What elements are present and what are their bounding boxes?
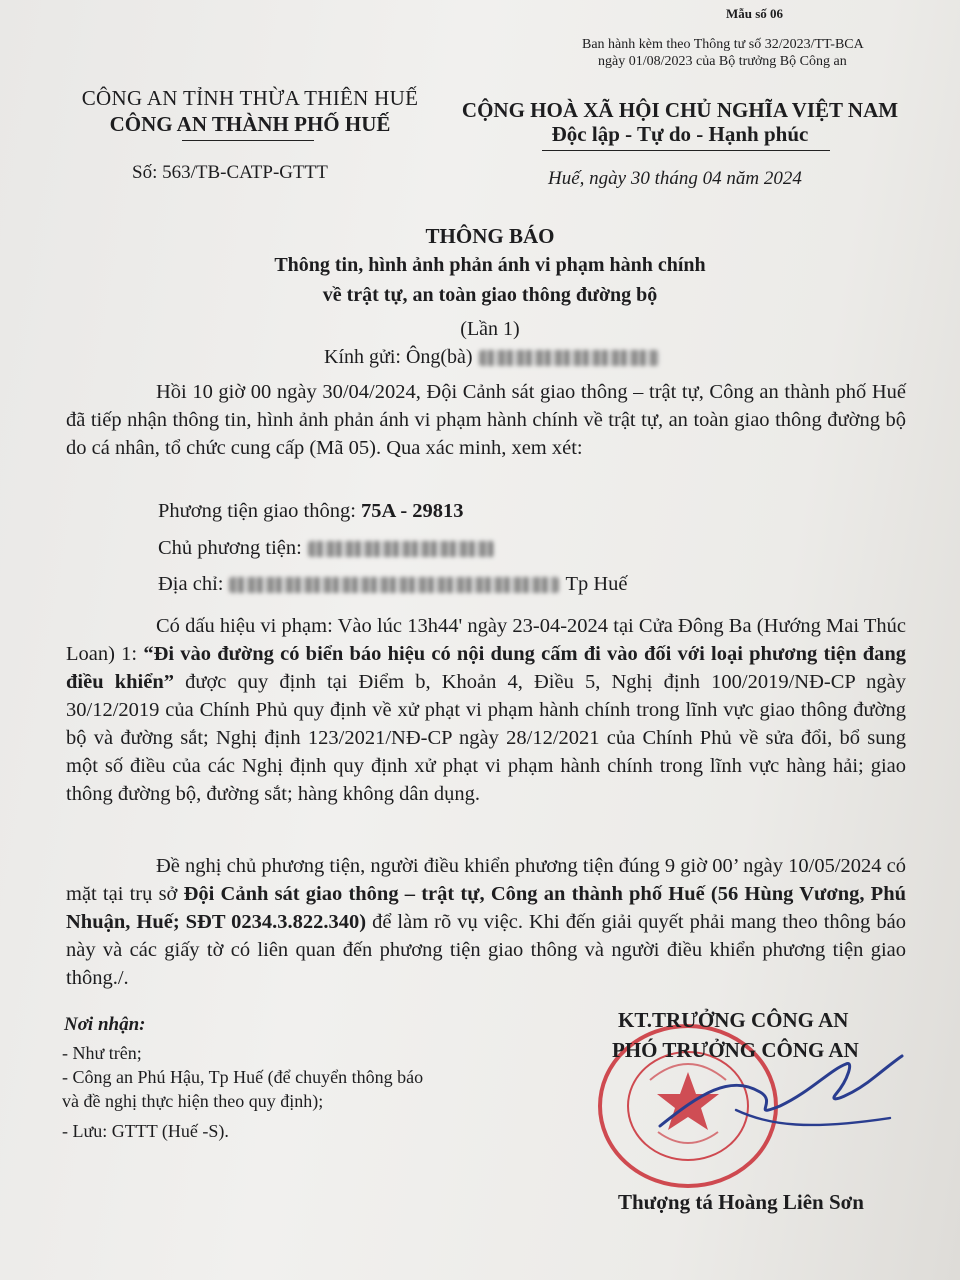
document-number: Số: 563/TB-CATP-GTTT [132,162,328,183]
notice-round: (Lần 1) [460,318,520,340]
form-number: Mẫu số 06 [726,6,784,21]
document-title: THÔNG BÁO [425,224,555,248]
paragraph-request [66,852,906,992]
paragraph-intro: Hồi 10 giờ 00 ngày 30/04/2024, Đội Cảnh sát giao thông – trật tự, Công an thành phố Huế đã tiếp nhận thông tin, hình ảnh phản ánh vi phạm hành chính về trật tự, an toàn giao thông đường bộ do cá nhân, tổ chức cung cấp (Mã 05). Qua xác minh, xem xét: [66,381,906,459]
vehicle-plate: 75A - 29813 [361,500,464,522]
owner-label: Chủ phương tiện: [158,537,302,559]
agency-underline [182,140,314,141]
vehicle-label: Phương tiện giao thông: [158,500,356,522]
signature-title-2: PHÓ TRƯỞNG CÔNG AN [612,1038,859,1062]
document-date: Huế, ngày 30 tháng 04 năm 2024 [548,168,802,189]
address-city: Tp Huế [565,573,628,595]
signature-title-1: KT.TRƯỞNG CÔNG AN [618,1008,849,1032]
recipient-label: Kính gửi: Ông(bà) [324,346,473,368]
document-subtitle-1: Thông tin, hình ảnh phản ánh vi phạm hành chính [274,254,706,276]
redacted-address [229,577,559,593]
field-address [158,573,628,596]
national-title: CỘNG HOÀ XÃ HỘI CHỦ NGHĨA VIỆT NAM [461,98,899,122]
office-address: Đội Cảnh sát giao thông – trật tự, Công an thành phố Huế (56 Hùng Vương, Phú Nhuận, Huế; SĐT 0234.3.822.340) [66,883,906,933]
recipient-item: - Như trên; [62,1043,142,1063]
field-vehicle [158,500,464,523]
violation-legal-basis: được quy định tại Điểm b, Khoản 4, Điều 5, Nghị định 100/2019/NĐ-CP ngày 30/12/2019 của Chính Phủ quy định về xử phạt vi phạm hành chính trong lĩnh vực giao thông đường bộ và đường sắt; Nghị định 123/2021/NĐ-CP ngày 28/12/2021 của Chính Phủ về sửa đổi, bổ sung một số điều của các Nghị định quy định xử phạt vi phạm hành chính trong lĩnh vực hàng hải; giao thông đường bộ, đường sắt; hàng không dân dụng. [66,671,906,805]
national-motto: Độc lập - Tự do - Hạnh phúc [551,122,809,146]
handwritten-signature [640,1034,910,1144]
motto-underline [542,150,830,151]
form-issued-line-2: ngày 01/08/2023 của Bộ trưởng Bộ Công an [598,54,847,69]
recipients-label: Nơi nhận: [64,1014,146,1035]
redacted-owner-name [308,541,494,557]
violation-description: “Đi vào đường có biển báo hiệu có nội dung cấm đi vào đối với loại phương tiện đang điều khiển” [66,643,906,693]
recipient-line [324,346,665,369]
request-lead: Đề nghị chủ phương tiện, người điều khiển phương tiện đúng 9 giờ 00’ ngày 10/05/2024 có mặt tại trụ sở [66,855,906,905]
violation-lead: Có dấu hiệu vi phạm: Vào lúc 13h44' ngày 23-04-2024 tại Cửa Đông Ba (Hướng Mai Thúc Loan) 1: [66,615,906,665]
field-owner [158,537,500,560]
redacted-recipient-name [479,350,659,366]
agency-province: CÔNG AN TỈNH THỪA THIÊN HUẾ [81,86,419,110]
address-label: Địa chỉ: [158,573,224,595]
document-subtitle-2: về trật tự, an toàn giao thông đường bộ [322,284,658,306]
agency-city: CÔNG AN THÀNH PHỐ HUẾ [109,112,391,136]
recipient-item: - Công an Phú Hậu, Tp Huế (để chuyển thông báo [62,1067,424,1087]
recipient-item: và đề nghị thực hiện theo quy định); [62,1091,324,1111]
recipient-item: - Lưu: GTTT (Huế -S). [62,1121,229,1141]
signer-name: Thượng tá Hoàng Liên Sơn [618,1190,864,1214]
paragraph-violation [66,612,906,808]
request-rest: để làm rõ vụ việc. Khi đến giải quyết phải mang theo thông báo này và các giấy tờ có liên quan đến phương tiện giao thông và người điều khiển phương tiện giao thông./. [66,911,906,989]
form-issued-line-1: Ban hành kèm theo Thông tư số 32/2023/TT-BCA [582,37,864,52]
